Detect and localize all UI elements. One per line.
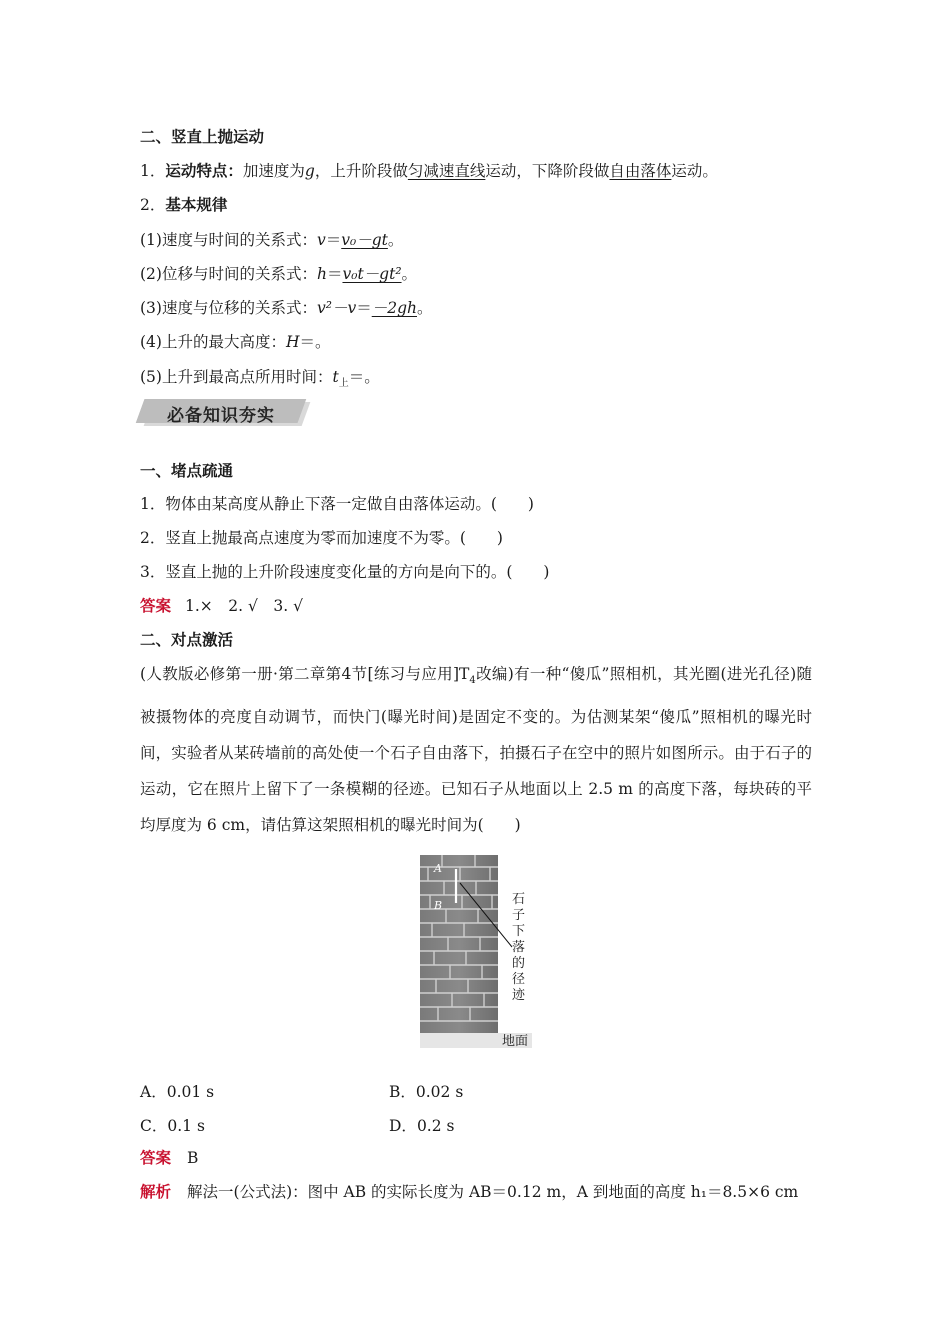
option-key: D． bbox=[389, 1117, 417, 1135]
figure-caption: 石子下落的径迹 bbox=[512, 892, 526, 1003]
equals: ＝ bbox=[348, 368, 365, 386]
formula-lhs: v bbox=[316, 231, 326, 249]
symbol-g: g bbox=[304, 162, 315, 180]
quiz-item-1: 1．物体由某高度从静止下落一定做自由落体运动。( ) bbox=[140, 495, 534, 513]
equals: ＝ bbox=[326, 265, 343, 283]
equals: ＝ bbox=[356, 299, 372, 317]
option-key: C． bbox=[140, 1117, 168, 1135]
formula-lhs: t bbox=[332, 368, 339, 386]
option-c bbox=[140, 1114, 205, 1136]
option-value: 0.02 s bbox=[415, 1083, 464, 1101]
answer-text: B bbox=[187, 1149, 199, 1167]
option-b bbox=[389, 1080, 463, 1102]
option-a bbox=[140, 1080, 214, 1102]
answer-blank: 自由落体 bbox=[609, 162, 672, 180]
equals: ＝ bbox=[325, 231, 342, 249]
text: ，上升阶段做 bbox=[314, 162, 408, 180]
problem-body bbox=[140, 656, 812, 843]
formula-3 bbox=[140, 298, 433, 318]
problem-source: (人教版必修第一册·第二章第4节[练习与应用]T bbox=[140, 665, 470, 683]
period: 。 bbox=[387, 231, 404, 249]
problem-heading: 二、对点激活 bbox=[140, 631, 234, 649]
answer-label: 答案 bbox=[140, 1149, 172, 1167]
ground-label: 地面 bbox=[502, 1034, 529, 1049]
item-number: 1． bbox=[140, 162, 166, 180]
formula-prefix: (2)位移与时间的关系式： bbox=[140, 265, 317, 283]
problem-answer-line bbox=[140, 1148, 198, 1168]
answer-blank: 匀减速直线 bbox=[407, 162, 486, 180]
quiz-heading: 一、堵点疏通 bbox=[140, 462, 234, 480]
analysis-text: 解法一(公式法)：图中 AB 的实际长度为 AB＝0.12 m，A 到地面的高度 h₁＝8.5×6 cm bbox=[187, 1183, 799, 1201]
formula-prefix: (3)速度与位移的关系式： bbox=[140, 299, 317, 317]
formula-prefix: (1)速度与时间的关系式： bbox=[140, 231, 317, 249]
formula-1 bbox=[140, 230, 403, 250]
problem-source-end: 改编) bbox=[475, 665, 514, 683]
formula-answer: v₀－gt bbox=[341, 231, 388, 249]
formula-2 bbox=[140, 264, 417, 284]
analysis-label: 解析 bbox=[140, 1183, 172, 1201]
quiz-item-2: 2．竖直上抛最高点速度为零而加速度不为零。( ) bbox=[140, 529, 503, 547]
point-a-label: A bbox=[434, 862, 442, 875]
item-label: 基本规律 bbox=[165, 196, 228, 214]
text: 运动，下降阶段做 bbox=[485, 162, 610, 180]
period: 。 bbox=[417, 299, 433, 317]
source-subscript: 4 bbox=[469, 675, 476, 687]
analysis-line bbox=[140, 1182, 798, 1202]
option-value: 0.1 s bbox=[167, 1117, 205, 1135]
formula-prefix: (5)上升到最高点所用时间： bbox=[140, 368, 333, 386]
formula-lhs: h bbox=[316, 265, 327, 283]
formula-prefix: (4)上升的最大高度： bbox=[140, 333, 286, 351]
basic-law-line bbox=[140, 195, 227, 215]
formula-lhs: H bbox=[285, 333, 300, 351]
option-d bbox=[389, 1114, 454, 1136]
formula-answer: －2gh bbox=[371, 299, 417, 317]
answer-text: 1.× 2. √ 3. √ bbox=[185, 597, 303, 615]
motion-feature-line bbox=[140, 161, 718, 181]
answer-label: 答案 bbox=[140, 597, 172, 615]
period: 。 bbox=[364, 368, 380, 386]
text: 运动。 bbox=[671, 162, 718, 180]
quiz-answer-line bbox=[140, 596, 303, 616]
period: 。 bbox=[401, 265, 418, 283]
banner-title: 必备知识夯实 bbox=[167, 406, 275, 426]
section-heading: 二、竖直上抛运动 bbox=[140, 128, 265, 146]
formula-5 bbox=[140, 367, 380, 394]
option-key: A． bbox=[140, 1083, 167, 1101]
formula-answer: v₀t－gt² bbox=[342, 265, 402, 283]
point-b-label: B bbox=[434, 899, 443, 912]
option-value: 0.2 s bbox=[416, 1117, 455, 1135]
period: 。 bbox=[315, 333, 331, 351]
section-banner bbox=[140, 399, 310, 427]
formula-lhs: v²－v bbox=[316, 299, 357, 317]
formula-4 bbox=[140, 332, 331, 352]
problem-text: 有一种“傻瓜”照相机，其光圈(进光孔径)随被摄物体的亮度自动调节，而快门(曝光时间)是固定不变的。为估测某架“傻瓜”照相机的曝光时间，实验者从某砖墙前的高处使一个石子自由落下，拍摄石子在空中的照片如图所示。由于石子的运动，它在照片上留下了一条模糊的径迹。已知石子从地面以上 2.5 m 的高度下落，每块砖的平均厚度为 6 cm，请估算这架照相机的曝光时间为( ) bbox=[140, 665, 812, 835]
option-key: B． bbox=[389, 1083, 416, 1101]
option-value: 0.01 s bbox=[166, 1083, 215, 1101]
quiz-item-3: 3．竖直上抛的上升阶段速度变化量的方向是向下的。( ) bbox=[140, 563, 550, 581]
text: 加速度为 bbox=[242, 162, 305, 180]
item-number: 2． bbox=[140, 196, 166, 214]
formula-subscript: 上 bbox=[338, 378, 349, 390]
item-label: 运动特点： bbox=[165, 162, 243, 180]
equals: ＝ bbox=[299, 333, 316, 351]
